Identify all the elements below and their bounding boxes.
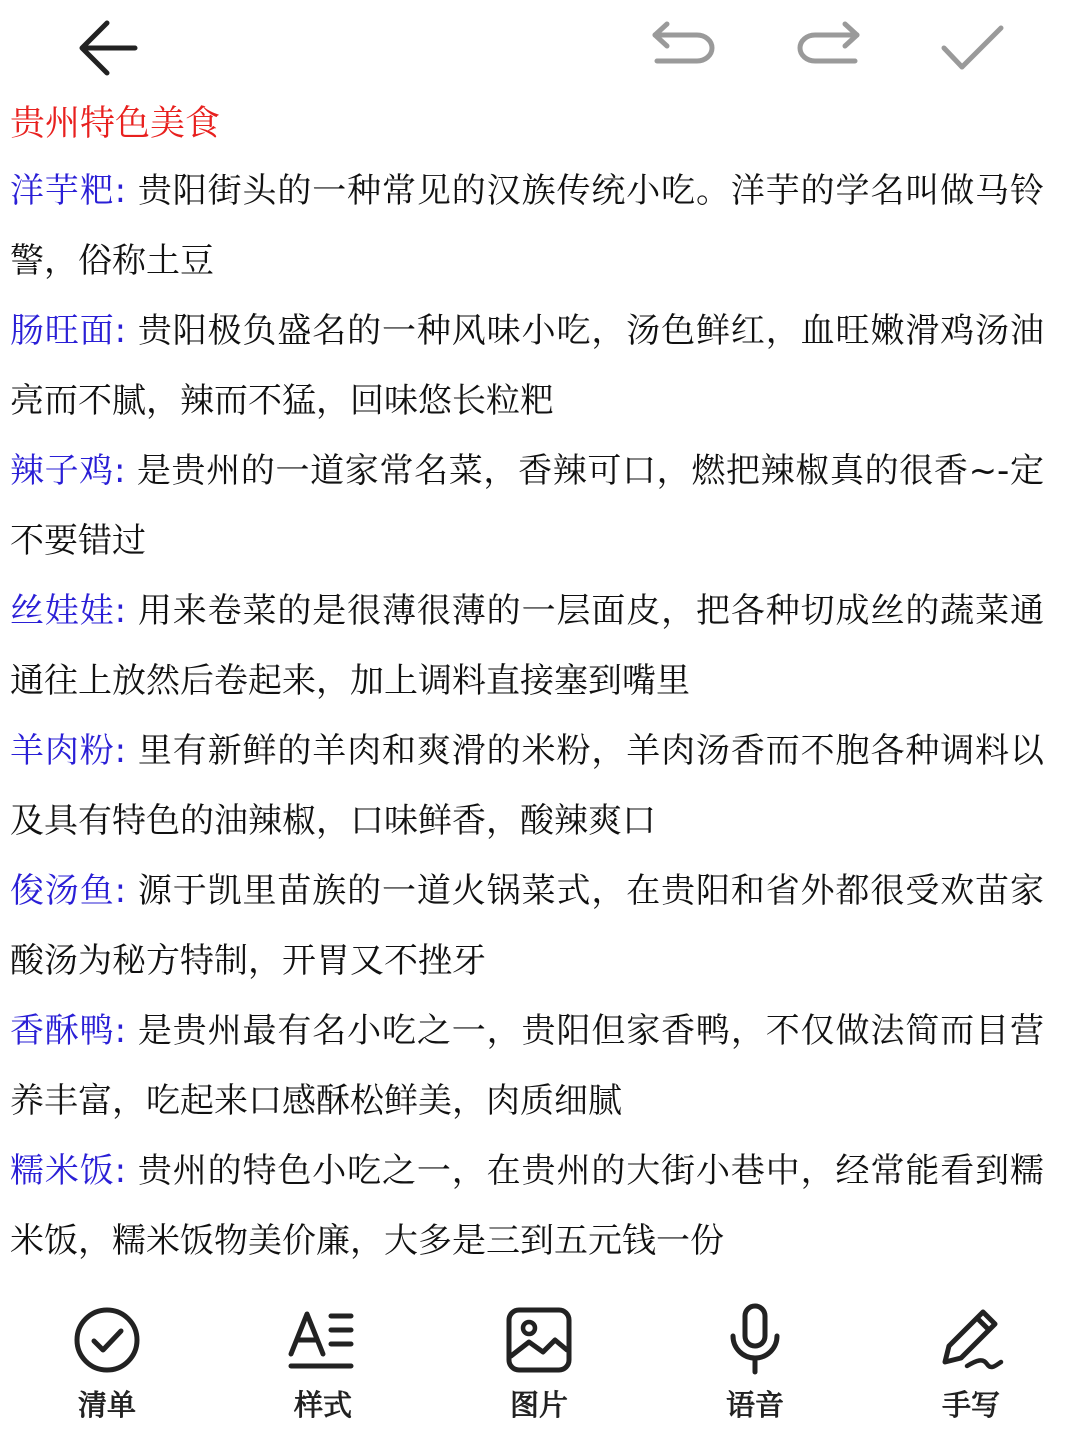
entry-name: 糯米饭: bbox=[10, 1151, 127, 1191]
entry-name: 俊汤鱼: bbox=[10, 871, 127, 911]
style-button[interactable] bbox=[248, 1292, 398, 1432]
entry-name: 肠旺面: bbox=[10, 311, 127, 351]
image-label: 图片 bbox=[509, 1388, 568, 1422]
note-entry[interactable] bbox=[10, 856, 1044, 996]
check-circle-icon bbox=[67, 1300, 147, 1380]
arrow-left-icon bbox=[73, 13, 143, 83]
entry-description: 源于凯里苗族的一道火锅菜式，在贵阳和省外都很受欢苗家酸汤为秘方特制，开胃又不挫牙 bbox=[10, 871, 1044, 981]
bottom-toolbar bbox=[0, 1282, 1080, 1440]
entry-name: 洋芋粑: bbox=[10, 171, 127, 211]
entry-description: 是贵州最有名小吃之一，贵阳但家香鸭，不仅做法简而目营养丰富，吃起来口感酥松鲜美，肉质细腻 bbox=[10, 1011, 1044, 1121]
note-editor[interactable] bbox=[0, 96, 1080, 1281]
note-entry[interactable] bbox=[10, 1136, 1044, 1276]
top-bar bbox=[0, 0, 1080, 96]
note-entry[interactable] bbox=[10, 576, 1044, 716]
redo-icon bbox=[793, 13, 863, 83]
note-entry[interactable] bbox=[10, 296, 1044, 436]
redo-button[interactable] bbox=[780, 8, 876, 88]
entry-description: 里有新鲜的羊肉和爽滑的米粉，羊肉汤香而不胞各种调料以及具有特色的油辣椒，口味鲜香，酸辣爽口 bbox=[10, 731, 1044, 841]
undo-button[interactable] bbox=[636, 8, 732, 88]
entry-name: 丝娃娃: bbox=[10, 591, 127, 631]
image-icon bbox=[499, 1300, 579, 1380]
back-button[interactable] bbox=[60, 8, 156, 88]
text-style-icon bbox=[283, 1300, 363, 1380]
checklist-button[interactable] bbox=[32, 1292, 182, 1432]
image-button[interactable] bbox=[464, 1292, 614, 1432]
entry-description: 用来卷菜的是很薄很薄的一层面皮，把各种切成丝的蔬菜通通往上放然后卷起来，加上调料直接塞到嘴里 bbox=[10, 591, 1044, 701]
note-entry[interactable] bbox=[10, 156, 1044, 296]
entry-name: 香酥鸭: bbox=[10, 1011, 127, 1051]
done-button[interactable] bbox=[924, 8, 1020, 88]
entry-name: 羊肉粉: bbox=[10, 731, 127, 771]
checklist-label: 清单 bbox=[77, 1388, 136, 1422]
entry-description: 贵阳街头的一种常见的汉族传统小吃。洋芋的学名叫做马铃警，俗称土豆 bbox=[10, 171, 1044, 281]
note-entry[interactable] bbox=[10, 716, 1044, 856]
voice-label: 语音 bbox=[725, 1388, 784, 1422]
undo-icon bbox=[649, 13, 719, 83]
checkmark-icon bbox=[937, 13, 1007, 83]
style-label: 样式 bbox=[293, 1388, 352, 1422]
note-entry[interactable] bbox=[10, 996, 1044, 1136]
entry-name: 辣子鸡: bbox=[10, 451, 126, 491]
entry-description: 贵阳极负盛名的一种风味小吃，汤色鲜红，血旺嫩滑鸡汤油亮而不腻，辣而不猛，回味悠长粒粑 bbox=[10, 311, 1044, 421]
note-entries bbox=[10, 156, 1044, 1276]
note-title[interactable]: 贵州特色美食 bbox=[10, 104, 221, 144]
entry-description: 是贵州的一道家常名菜，香辣可口，燃把辣椒真的很香~-定不要错过 bbox=[10, 451, 1044, 561]
entry-description: 贵州的特色小吃之一，在贵州的大街小巷中，经常能看到糯米饭，糯米饭物美价廉，大多是三到五元钱一份 bbox=[10, 1151, 1044, 1261]
pen-icon bbox=[931, 1300, 1011, 1380]
microphone-icon bbox=[715, 1300, 795, 1380]
voice-button[interactable] bbox=[680, 1292, 830, 1432]
handwrite-button[interactable] bbox=[896, 1292, 1046, 1432]
note-entry[interactable] bbox=[10, 436, 1044, 576]
handwrite-label: 手写 bbox=[941, 1388, 1000, 1422]
